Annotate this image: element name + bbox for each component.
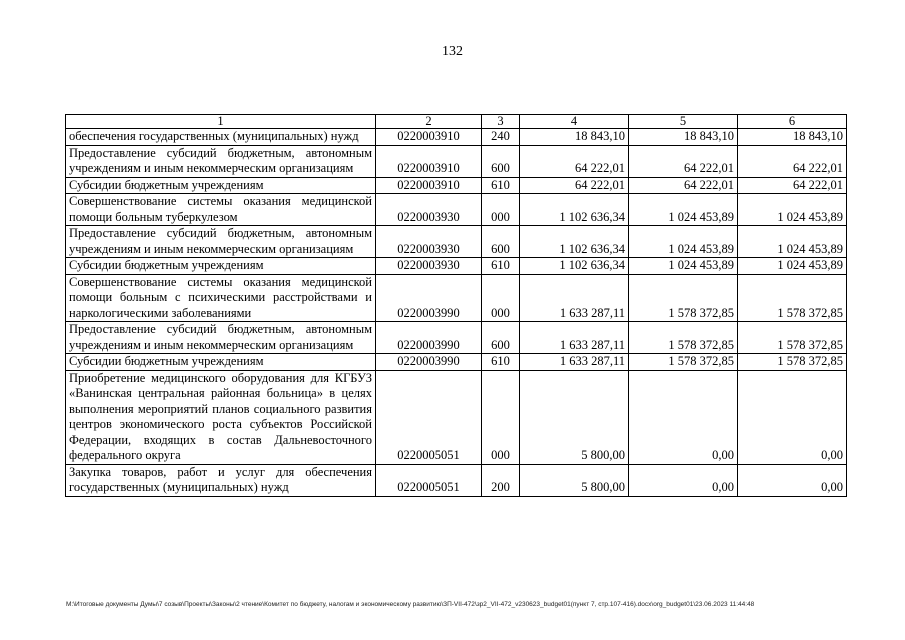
row-value-4: 1 633 287,11 bbox=[520, 354, 629, 371]
row-value-5: 1 024 453,89 bbox=[629, 258, 738, 275]
row-name: Совершенствование системы оказания медицинской помощи больным с психическими расстройствами и наркологическими заболеваниями bbox=[66, 274, 376, 322]
row-code: 0220003990 bbox=[376, 354, 482, 371]
row-value-4: 1 102 636,34 bbox=[520, 226, 629, 258]
row-type: 000 bbox=[482, 274, 520, 322]
row-value-6: 0,00 bbox=[738, 370, 847, 464]
row-code: 0220003910 bbox=[376, 145, 482, 177]
table-row bbox=[66, 322, 847, 354]
row-value-6: 1 024 453,89 bbox=[738, 226, 847, 258]
table-row bbox=[66, 464, 847, 496]
row-value-5: 1 024 453,89 bbox=[629, 226, 738, 258]
row-value-6: 1 024 453,89 bbox=[738, 194, 847, 226]
row-name: Приобретение медицинского оборудования для КГБУЗ «Ванинская центральная районная больница» в целях выполнения мероприятий планов социального развития центров экономического роста субъектов Российской Федерации, входящих в состав Дальневосточного федерального округа bbox=[66, 370, 376, 464]
row-value-6: 1 578 372,85 bbox=[738, 274, 847, 322]
row-name: Субсидии бюджетным учреждениям bbox=[66, 177, 376, 194]
row-code: 0220003990 bbox=[376, 322, 482, 354]
row-value-6: 64 222,01 bbox=[738, 145, 847, 177]
row-value-5: 18 843,10 bbox=[629, 129, 738, 146]
row-type: 610 bbox=[482, 354, 520, 371]
column-header-6: 6 bbox=[738, 115, 847, 129]
row-value-6: 1 024 453,89 bbox=[738, 258, 847, 275]
row-type: 610 bbox=[482, 177, 520, 194]
row-name: Предоставление субсидий бюджетным, автономным учреждениям и иным некоммерческим организациям bbox=[66, 145, 376, 177]
row-value-5: 1 578 372,85 bbox=[629, 274, 738, 322]
row-type: 600 bbox=[482, 226, 520, 258]
row-code: 0220003930 bbox=[376, 194, 482, 226]
row-value-6: 64 222,01 bbox=[738, 177, 847, 194]
row-value-6: 18 843,10 bbox=[738, 129, 847, 146]
table-row bbox=[66, 177, 847, 194]
row-value-5: 0,00 bbox=[629, 464, 738, 496]
table-row bbox=[66, 258, 847, 275]
row-value-5: 1 578 372,85 bbox=[629, 354, 738, 371]
table-row bbox=[66, 370, 847, 464]
row-value-5: 1 024 453,89 bbox=[629, 194, 738, 226]
row-name: Совершенствование системы оказания медицинской помощи больным туберкулезом bbox=[66, 194, 376, 226]
row-value-6: 0,00 bbox=[738, 464, 847, 496]
column-header-3: 3 bbox=[482, 115, 520, 129]
row-value-5: 64 222,01 bbox=[629, 177, 738, 194]
row-type: 000 bbox=[482, 194, 520, 226]
row-code: 0220005051 bbox=[376, 370, 482, 464]
row-value-4: 5 800,00 bbox=[520, 464, 629, 496]
table-row bbox=[66, 194, 847, 226]
row-value-4: 18 843,10 bbox=[520, 129, 629, 146]
budget-table bbox=[65, 114, 847, 497]
row-value-4: 1 633 287,11 bbox=[520, 274, 629, 322]
row-name: Предоставление субсидий бюджетным, автономным учреждениям и иным некоммерческим организациям bbox=[66, 322, 376, 354]
table-row bbox=[66, 129, 847, 146]
row-name: Закупка товаров, работ и услуг для обеспечения государственных (муниципальных) нужд bbox=[66, 464, 376, 496]
row-code: 0220003930 bbox=[376, 258, 482, 275]
row-name: Субсидии бюджетным учреждениям bbox=[66, 258, 376, 275]
row-type: 200 bbox=[482, 464, 520, 496]
row-type: 610 bbox=[482, 258, 520, 275]
row-code: 0220005051 bbox=[376, 464, 482, 496]
table-row bbox=[66, 145, 847, 177]
row-name: обеспечения государственных (муниципальных) нужд bbox=[66, 129, 376, 146]
column-header-2: 2 bbox=[376, 115, 482, 129]
row-code: 0220003930 bbox=[376, 226, 482, 258]
row-value-6: 1 578 372,85 bbox=[738, 354, 847, 371]
table-row bbox=[66, 226, 847, 258]
row-value-6: 1 578 372,85 bbox=[738, 322, 847, 354]
column-header-5: 5 bbox=[629, 115, 738, 129]
row-value-4: 1 102 636,34 bbox=[520, 258, 629, 275]
table-row bbox=[66, 354, 847, 371]
row-value-4: 5 800,00 bbox=[520, 370, 629, 464]
row-code: 0220003910 bbox=[376, 177, 482, 194]
table-header-row bbox=[66, 115, 847, 129]
table-row bbox=[66, 274, 847, 322]
column-header-4: 4 bbox=[520, 115, 629, 129]
row-value-4: 64 222,01 bbox=[520, 177, 629, 194]
row-value-4: 1 102 636,34 bbox=[520, 194, 629, 226]
document-footer-path: M:\Итоговые документы Думы\7 созыв\Проекты\Законы\2 чтение\Комитет по бюджету, налогам и экономическому развитию\ЗП-VII-472\зр2_VII-472_v230623_budget01(пункт 7, стр.107-416).docx\org_budget01\23.06.2023 11:44:48 bbox=[66, 601, 755, 608]
row-value-5: 64 222,01 bbox=[629, 145, 738, 177]
column-header-1: 1 bbox=[66, 115, 376, 129]
row-value-4: 1 633 287,11 bbox=[520, 322, 629, 354]
row-type: 600 bbox=[482, 145, 520, 177]
row-name: Субсидии бюджетным учреждениям bbox=[66, 354, 376, 371]
row-type: 600 bbox=[482, 322, 520, 354]
row-type: 240 bbox=[482, 129, 520, 146]
row-code: 0220003990 bbox=[376, 274, 482, 322]
row-code: 0220003910 bbox=[376, 129, 482, 146]
row-name: Предоставление субсидий бюджетным, автономным учреждениям и иным некоммерческим организациям bbox=[66, 226, 376, 258]
row-value-4: 64 222,01 bbox=[520, 145, 629, 177]
page-number: 132 bbox=[442, 44, 463, 59]
row-type: 000 bbox=[482, 370, 520, 464]
row-value-5: 1 578 372,85 bbox=[629, 322, 738, 354]
row-value-5: 0,00 bbox=[629, 370, 738, 464]
